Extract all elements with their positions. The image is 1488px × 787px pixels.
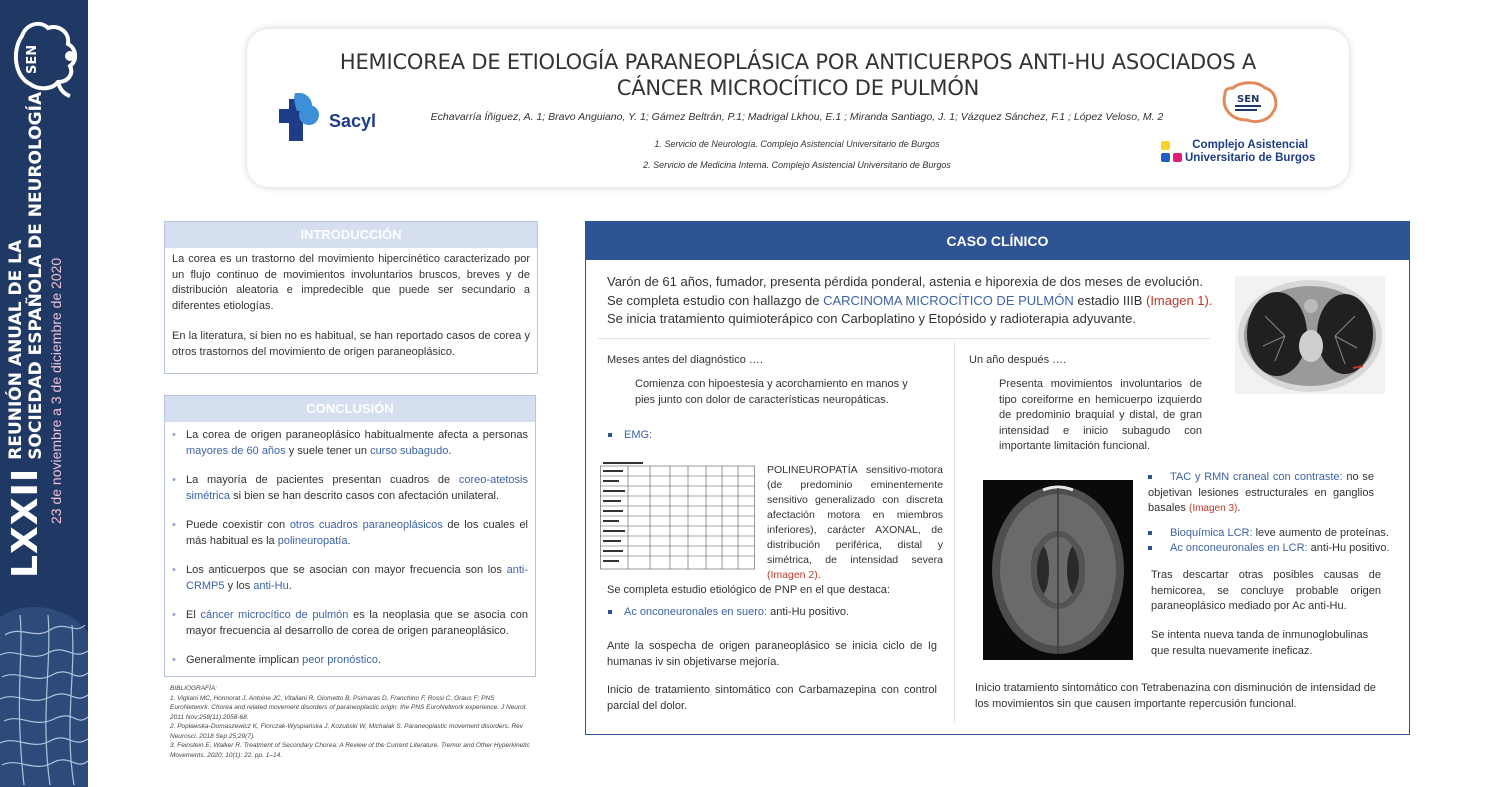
tac-item: TAC y RMN craneal con contraste: no se objetivan lesiones estructurales en ganglios basales (Imagen 3). bbox=[1148, 471, 1374, 514]
poster-title bbox=[247, 49, 1349, 101]
right-conclusion-text: Tras descartar otras posibles causas de hemicorea, se concluye probable origen paraneoplásico mediado por Ac anti-Hu. bbox=[1151, 569, 1381, 612]
caso-intro-line2: Se completa estudio con hallazgo de CARCINOMA MICROCÍTICO DE PULMÓN estadio IIIB (Imagen 1). bbox=[607, 292, 1213, 308]
bullet-icon bbox=[608, 610, 612, 614]
hospital-logo bbox=[1159, 139, 1335, 165]
authors: Echavarría Íñiguez, A. 1; Bravo Anguiano, Y. 1; Gámez Beltrán, P.1; Madrigal Lkhou, E.1 ; Miranda Santiago, J. 1; Vázquez Sánchez, F.1 ; López Veloso, M. 2 bbox=[430, 111, 1164, 123]
brain-mri-image bbox=[983, 480, 1133, 660]
conclusion-item: • Generalmente implican peor pronóstico. bbox=[172, 653, 528, 669]
introduccion-p2: En la literatura, si bien no es habitual, se han reportado casos de corea y otros trastornos del movimiento de origen paraneoplásico. bbox=[172, 330, 530, 358]
emg-description: POLINEUROPATÍA sensitivo-motora (de predominio eminentemente sensitivo generalizado con discreta afectación motora en miembros inferiores), carácter AXONAL, de distribución periférica, distal y simétrica, de intensidad severa (Imagen 2). bbox=[767, 464, 943, 581]
bibliografia-ref: 1. Vigliani MC, Honnorat J, Antoine JC, Vitaliani R, Giometto B, Psimaras D, Franchino F, Rossi C, Graus F; PNS EuroNetwork. Chorea and related movement disorders of paraneoplastic origin: the PNS EuroNetwork experience. J Neurol. 2011 Nov;258(11):2058-68. bbox=[170, 694, 527, 721]
hospital-line1: Complejo Asistencial bbox=[1192, 139, 1309, 151]
divider bbox=[598, 338, 1210, 339]
congress-line2: SOCIEDAD ESPAÑOLA DE NEUROLOGÍA bbox=[26, 91, 46, 460]
left-heading: Meses antes del diagnóstico …. bbox=[607, 354, 763, 366]
brain-illustration bbox=[0, 595, 88, 787]
sacyl-logo-text: Sacyl bbox=[329, 111, 377, 131]
caso-intro bbox=[607, 273, 1227, 329]
bibliografia-ref: 2. Popławska-Domaszewicz K, Florczak-Wyspiańska J, Kozubski W, Michalak S. Paraneoplastic movement disorders. Rev Neurosci. 2018 Sep 25;29(7). bbox=[170, 723, 524, 740]
bullet-icon bbox=[1148, 475, 1152, 479]
congress-dates: 23 de noviembre a 3 de diciembre de 2020 bbox=[48, 257, 64, 524]
conclusion-heading: CONCLUSIÓN bbox=[165, 396, 535, 422]
conclusion-panel bbox=[164, 395, 536, 677]
caso-intro-line3: Se inicia tratamiento quimioterápico con Carboplatino y Etopósido y radioterapia adyuvante. bbox=[607, 311, 1136, 326]
left-symptoms: Comienza con hipoestesia y acorchamiento en manos y pies junto con dolor de características neuropáticas. bbox=[635, 378, 908, 406]
caso-intro-line1: Varón de 61 años, fumador, presenta pérdida ponderal, astenia e hiporexia de dos meses de evolución. bbox=[607, 274, 1203, 289]
conclusion-item: • El cáncer microcítico de pulmón es la neoplasia que se asocia con mayor frecuencia al desarrollo de corea de origen paraneoplásico. bbox=[172, 608, 528, 639]
left-treatment-text: Inicio de tratamiento sintomático con Carbamazepina con control parcial del dolor. bbox=[607, 684, 937, 712]
affiliation-2: 2. Servicio de Medicina Interna. Complejo Asistencial Universitario de Burgos bbox=[643, 160, 951, 170]
title-line2: CÁNCER MICROCÍTICO DE PULMÓN bbox=[616, 76, 980, 100]
emg-table-image bbox=[600, 462, 755, 570]
introduccion-heading: INTRODUCCIÓN bbox=[165, 222, 537, 248]
title-line1: HEMICOREA DE ETIOLOGÍA PARANEOPLÁSICA POR ANTICUERPOS ANTI-HU ASOCIADOS A bbox=[339, 50, 1257, 74]
right-ig-text: Se intenta nueva tanda de inmunoglobulinas que resulta nuevamente ineficaz. bbox=[1151, 629, 1369, 657]
introduccion-p1: La corea es un trastorno del movimiento hipercinético caracterizado por un flujo continuo de movimientos involuntarios bruscos, breves y de distribución aleatoria e impredecible que puede ser secundario a diferentes etiologías. bbox=[172, 253, 530, 312]
pnp-text: Se completa estudio etiológico de PNP en el que destaca: bbox=[607, 584, 890, 596]
affiliation-1: 1. Servicio de Neurología. Complejo Asistencial Universitario de Burgos bbox=[654, 139, 940, 149]
right-treatment-text: Inicio tratamiento sintomático con Tetrabenazina con disminución de intensidad de los movimientos sin que causen importante repercusión funcional. bbox=[975, 682, 1376, 710]
caso-clinico-heading: CASO CLÍNICO bbox=[586, 222, 1409, 260]
introduccion-panel bbox=[164, 221, 538, 374]
sidebar bbox=[0, 0, 88, 787]
emg-item: EMG: bbox=[608, 429, 652, 441]
bullet-icon bbox=[1148, 546, 1152, 550]
sen-small-logo-text: SEN bbox=[1237, 94, 1260, 105]
right-symptoms: Presenta movimientos involuntarios de tipo coreiforme en hemicuerpo izquierdo de predominio braquial y distal, de gran intensidad e inicio subagudo con importante limitación funcional. bbox=[999, 378, 1202, 452]
congress-numeral: LXXII bbox=[5, 467, 46, 578]
bullet-icon bbox=[1148, 531, 1152, 535]
bibliografia bbox=[170, 684, 530, 760]
left-ig-text: Ante la sospecha de origen paraneoplásico se inicia ciclo de Ig humanas iv sin objetivarse mejoría. bbox=[607, 640, 937, 668]
sacyl-logo bbox=[279, 93, 383, 141]
conclusion-item: • Puede coexistir con otros cuadros paraneoplásicos de los cuales el más habitual es la polineuropatía. bbox=[172, 518, 528, 549]
hospital-line2: Universitario de Burgos bbox=[1185, 152, 1316, 164]
column-divider bbox=[954, 342, 955, 722]
conclusion-item: • La corea de origen paraneoplásico habitualmente afecta a personas mayores de 60 años y suele tener un curso subagudo. bbox=[172, 428, 528, 459]
congress-line1: REUNIÓN ANUAL DE LA bbox=[6, 239, 26, 460]
bibliografia-ref: 3. Feinstein E, Walker R. Treatment of Secondary Chorea: A Review of the Current Literature. Tremor and Other Hyperkinetic Movements. 2020; 10(1): 22, pp. 1–14. bbox=[170, 742, 530, 759]
conclusion-list bbox=[165, 428, 535, 669]
ac-lcr-item: Ac onconeuronales en LCR: anti-Hu positivo. bbox=[1148, 542, 1390, 554]
right-heading: Un año después …. bbox=[969, 354, 1067, 366]
hospital-logo-text bbox=[1185, 139, 1315, 165]
bibliografia-heading: BIBLIOGRAFÍA: bbox=[170, 685, 217, 692]
sen-logo-text: SEN bbox=[25, 44, 40, 74]
ac-suero-item: Ac onconeuronales en suero: anti-Hu positivo. bbox=[608, 606, 849, 618]
lung-ct-image bbox=[1235, 276, 1385, 394]
conclusion-item: • La mayoría de pacientes presentan cuadros de coreo-atetosis simétrica si bien se han descrito casos con afectación unilateral. bbox=[172, 473, 528, 504]
bullet-icon bbox=[608, 433, 612, 437]
lcr-item: Bioquímica LCR: leve aumento de proteínas. bbox=[1148, 527, 1389, 539]
congress-banner bbox=[6, 58, 64, 578]
sen-small-logo bbox=[1217, 80, 1281, 126]
hospital-logo-icon bbox=[1161, 141, 1183, 163]
poster-header bbox=[247, 29, 1349, 187]
conclusion-item: • Los anticuerpos que se asocian con mayor frecuencia son los anti-CRMP5 y los anti-Hu. bbox=[172, 563, 528, 594]
